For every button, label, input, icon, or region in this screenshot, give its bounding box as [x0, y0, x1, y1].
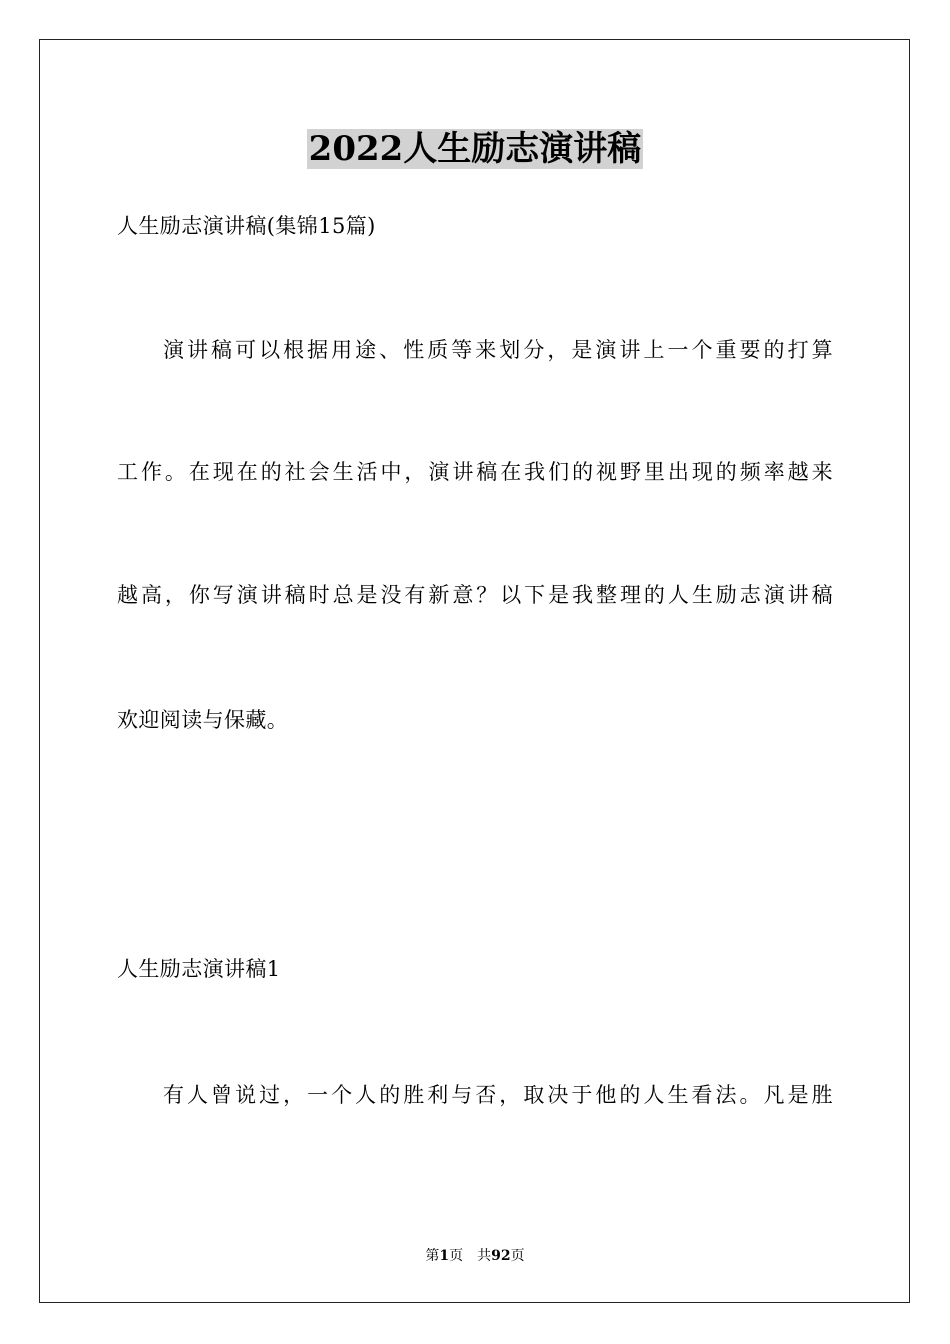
footer-page-number: 1 — [439, 1248, 450, 1264]
document-subtitle: 人生励志演讲稿(集锦15篇) — [117, 214, 376, 238]
intro-paragraph-line-3: 越高，你写演讲稿时总是没有新意？以下是我整理的人生励志演讲稿 — [117, 583, 833, 607]
page-footer — [0, 1246, 950, 1266]
footer-page-suffix: 页 — [449, 1248, 464, 1264]
document-title — [0, 126, 950, 172]
footer-total-suffix: 页 — [510, 1248, 525, 1264]
intro-paragraph-line-2: 工作。在现在的社会生活中，演讲稿在我们的视野里出现的频率越来 — [117, 460, 833, 484]
section-paragraph-line-1: 有人曾说过，一个人的胜利与否，取决于他的人生看法。凡是胜 — [163, 1083, 833, 1107]
footer-total-prefix: 共 — [477, 1248, 492, 1264]
footer-total-pages: 92 — [491, 1248, 511, 1264]
intro-paragraph-line-4: 欢迎阅读与保藏。 — [117, 708, 289, 732]
section-heading: 人生励志演讲稿1 — [117, 957, 281, 981]
footer-page-prefix: 第 — [425, 1248, 440, 1264]
intro-paragraph-line-1: 演讲稿可以根据用途、性质等来划分，是演讲上一个重要的打算 — [163, 338, 833, 362]
document-title-text: 2022人生励志演讲稿 — [308, 129, 642, 169]
